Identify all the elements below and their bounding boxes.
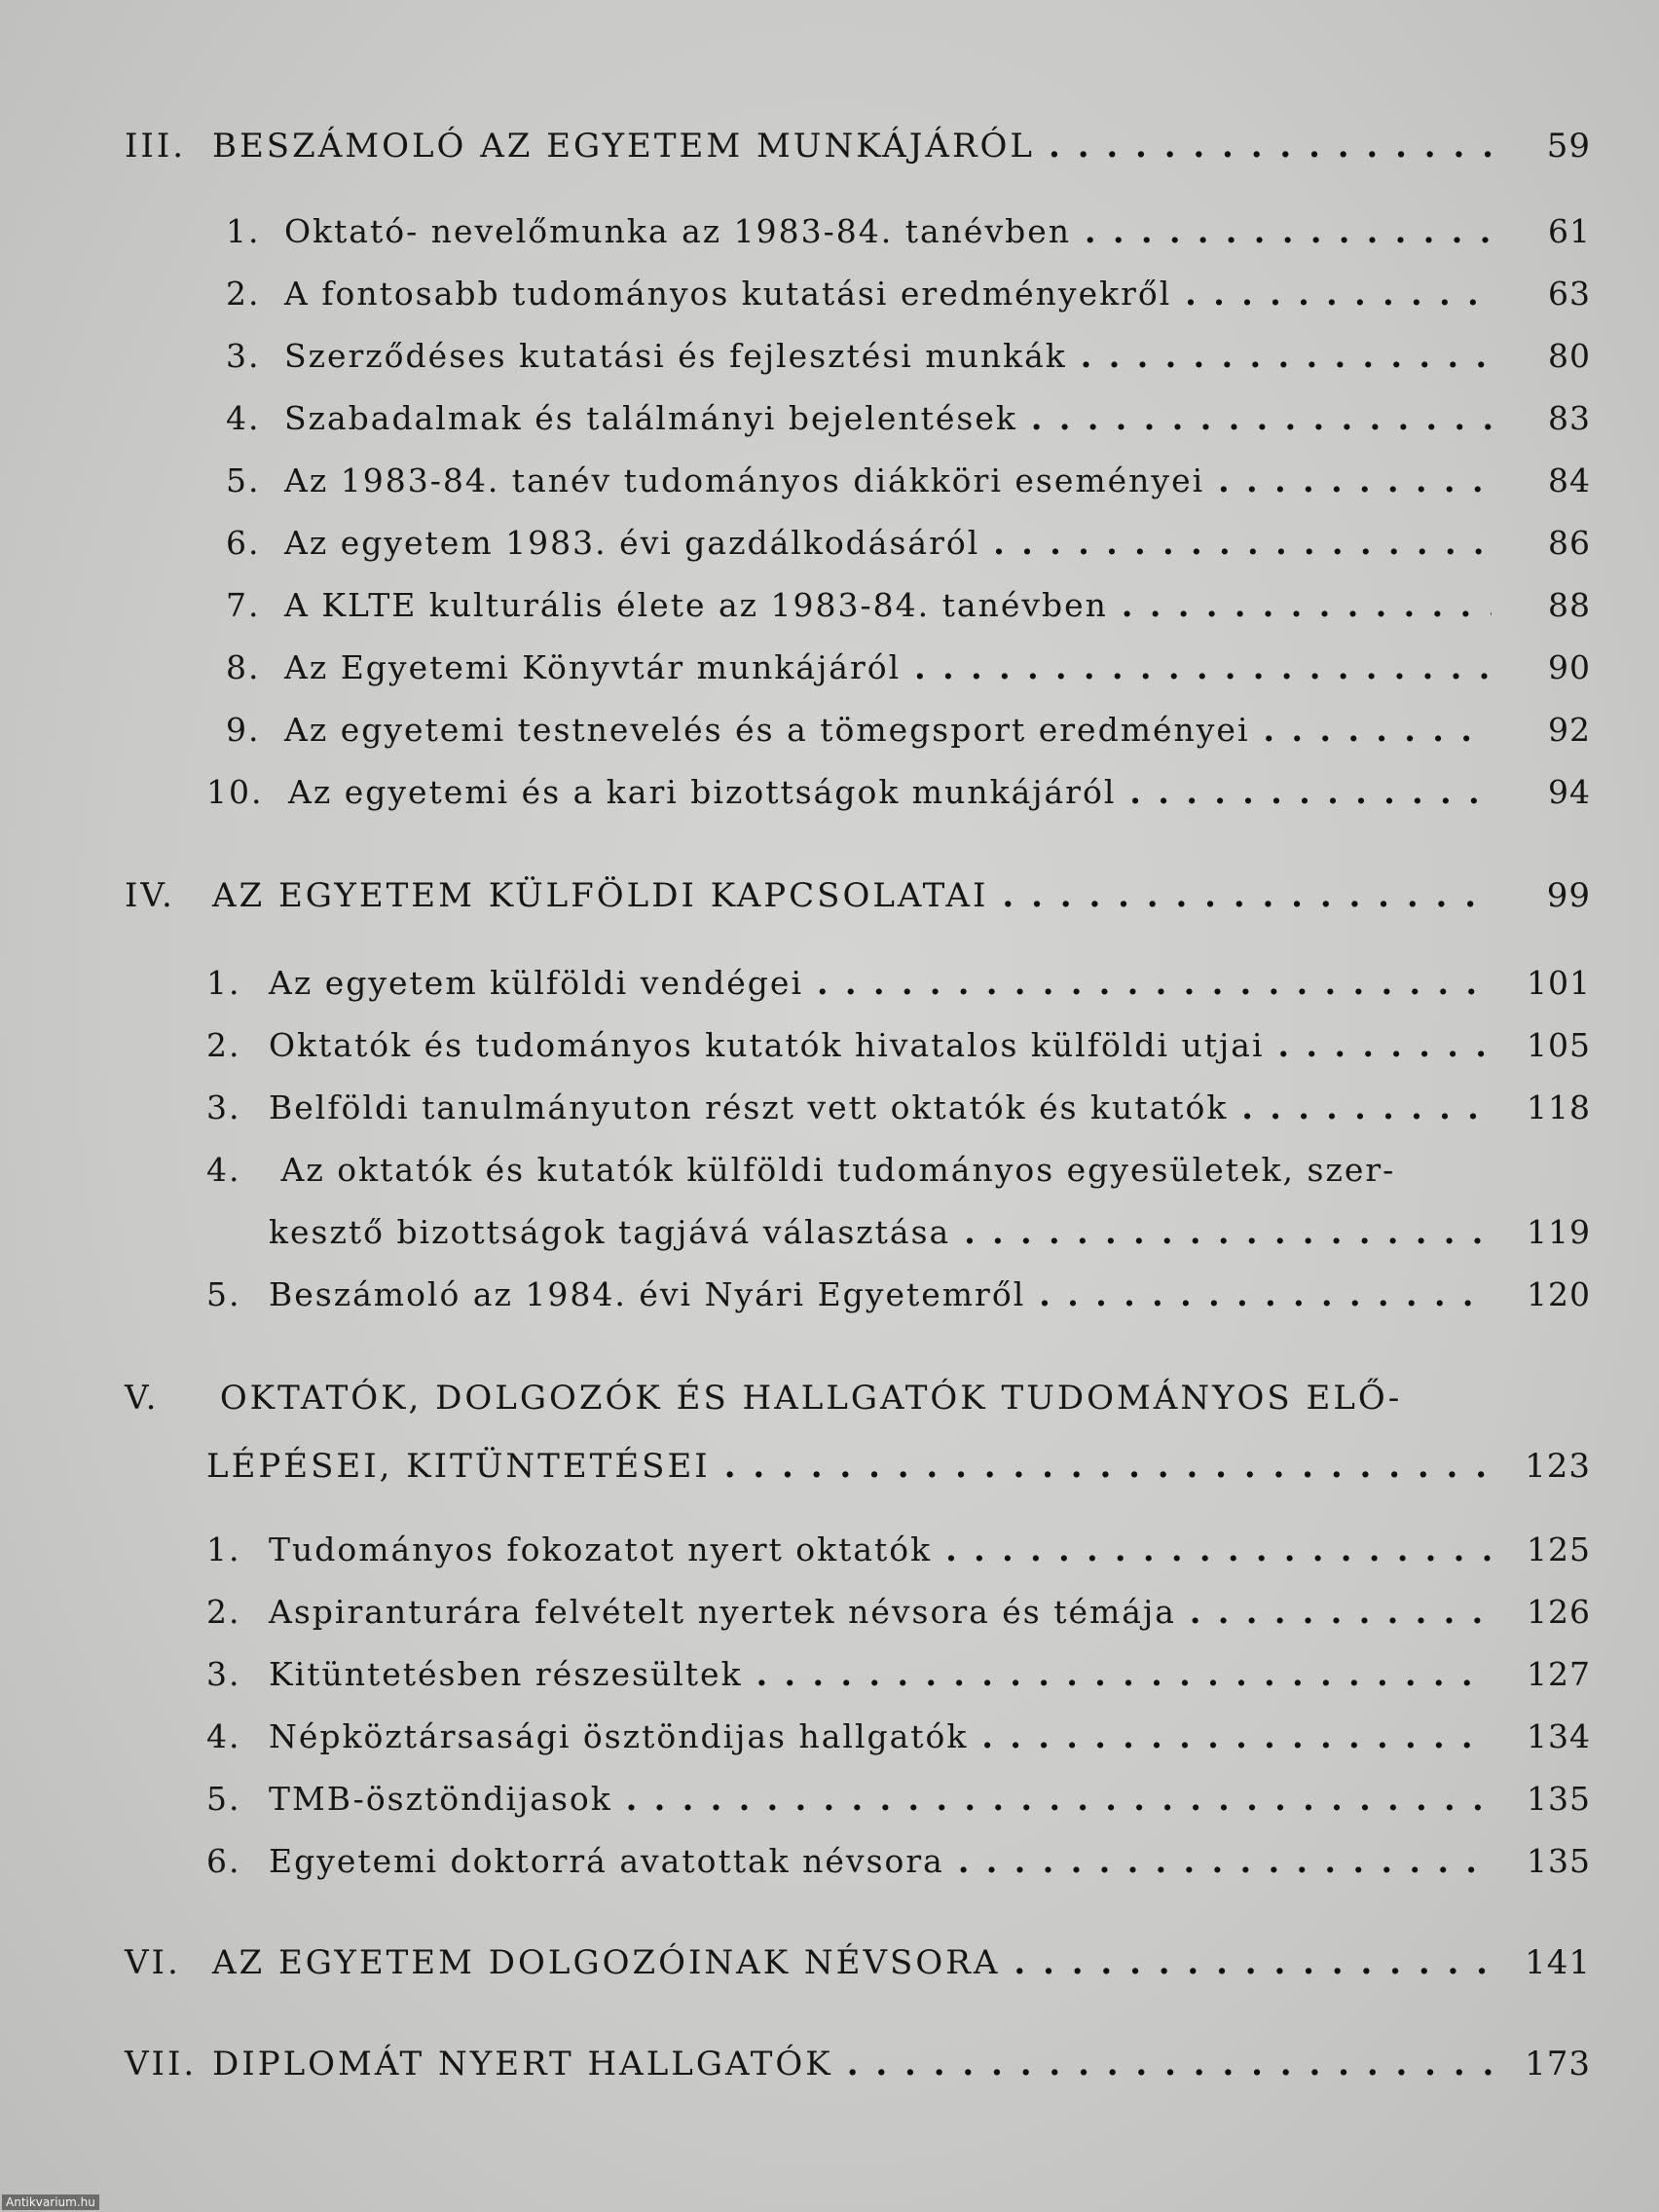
item-title: Az 1983-84. tanév tudományos diákköri eseményei (284, 461, 1205, 499)
page-number: 83 (1548, 399, 1591, 437)
item-title: Szabadalmak és találmányi bejelentések (284, 399, 1017, 437)
dot-leader (1002, 876, 1492, 915)
item-title: Oktatók és tudományos kutatók hivatalos külföldi utjai (269, 1026, 1265, 1064)
item-number: 7. (226, 586, 261, 624)
page-number: 105 (1527, 1026, 1591, 1064)
toc-section-VI[interactable] (125, 1943, 1591, 1982)
page-number: 135 (1527, 1842, 1591, 1880)
dot-leader (1014, 1943, 1492, 1982)
dot-leader (1218, 461, 1492, 499)
item-title: Aspiranturára felvételt nyertek névsora és témája (269, 1593, 1176, 1631)
page-number: 141 (1525, 1943, 1591, 1982)
dot-leader (1122, 586, 1492, 624)
page-number: 126 (1527, 1593, 1591, 1631)
item-number: 1. (206, 1530, 241, 1568)
page-number: 61 (1548, 212, 1591, 250)
dot-leader (964, 1213, 1492, 1251)
item-number: 5. (226, 461, 261, 499)
section-title: LÉPÉSEI, KITÜNTETÉSEI (206, 1447, 711, 1486)
dot-leader (1049, 127, 1492, 166)
toc-item[interactable] (226, 399, 1591, 437)
item-title: kesztő bizottságok tagjává választása (269, 1213, 951, 1251)
item-number: 2. (206, 1593, 241, 1631)
page-number: 101 (1527, 964, 1591, 1002)
section-number: VI. (125, 1943, 181, 1982)
item-number: 1. (226, 212, 261, 250)
toc-item[interactable] (206, 1275, 1591, 1313)
item-number: 3. (206, 1088, 241, 1126)
toc-section-V[interactable] (206, 1447, 1591, 1486)
toc-item[interactable] (206, 1842, 1591, 1880)
dot-leader (1085, 212, 1492, 250)
toc-item[interactable] (226, 337, 1591, 375)
toc-item[interactable] (206, 1026, 1591, 1064)
dot-leader (981, 1717, 1492, 1755)
item-number: 5. (206, 1780, 241, 1818)
dot-leader (1039, 1275, 1492, 1313)
item-number: 6. (206, 1842, 241, 1880)
page-number: 63 (1548, 275, 1591, 313)
item-number: 6. (226, 524, 261, 562)
toc-item[interactable] (206, 1717, 1591, 1755)
dot-leader (1278, 1026, 1492, 1064)
item-title: Az egyetemi testnevelés és a tömegsport eredményei (284, 711, 1250, 749)
toc-item[interactable] (269, 1213, 1591, 1251)
toc-section-IV[interactable] (125, 876, 1591, 915)
page-number: 123 (1525, 1447, 1591, 1486)
item-number: 2. (206, 1026, 241, 1064)
section-number: V. (125, 1379, 160, 1418)
page-number: 120 (1527, 1275, 1591, 1313)
item-number: 4. (206, 1717, 241, 1755)
section-number: VII. (125, 2045, 198, 2083)
dot-leader (1081, 337, 1492, 375)
item-title: Egyetemi doktorrá avatottak névsora (269, 1842, 944, 1880)
item-number: 10. (206, 773, 264, 811)
toc-section-III[interactable] (125, 127, 1591, 166)
dot-leader (1031, 399, 1492, 437)
toc-item[interactable] (226, 212, 1591, 250)
dot-leader (958, 1842, 1492, 1880)
page-number: 118 (1527, 1088, 1591, 1126)
dot-leader (1264, 711, 1492, 749)
toc-section-V-first-line[interactable] (125, 1379, 1402, 1418)
dot-leader (756, 1655, 1492, 1693)
item-title: Beszámoló az 1984. évi Nyári Egyetemről (269, 1275, 1026, 1313)
page-number: 86 (1548, 524, 1591, 562)
dot-leader (993, 524, 1492, 562)
dot-leader (847, 2045, 1492, 2083)
section-title-line1: OKTATÓK, DOLGOZÓK ÉS HALLGATÓK TUDOMÁNYOS ELŐ- (219, 1379, 1403, 1418)
toc-section-VII[interactable] (125, 2045, 1591, 2083)
toc-item[interactable] (206, 1655, 1591, 1693)
item-number: 1. (206, 964, 241, 1002)
page-number: 94 (1548, 773, 1591, 811)
item-title: A fontosabb tudományos kutatási eredményekről (284, 275, 1172, 313)
toc-item[interactable] (206, 1530, 1591, 1568)
toc-item[interactable] (226, 711, 1591, 749)
item-title: Népköztársasági ösztöndijas hallgatók (269, 1717, 969, 1755)
page-number: 135 (1527, 1780, 1591, 1818)
toc-item[interactable] (226, 461, 1591, 499)
dot-leader (817, 964, 1492, 1002)
dot-leader (626, 1780, 1492, 1818)
page-number: 90 (1548, 648, 1591, 686)
dot-leader (1129, 773, 1492, 811)
toc-item[interactable] (206, 964, 1591, 1002)
section-title: AZ EGYETEM DOLGOZÓINAK NÉVSORA (212, 1943, 1001, 1982)
item-title: TMB-ösztöndijasok (269, 1780, 612, 1818)
toc-item[interactable] (206, 1780, 1591, 1818)
toc-item[interactable] (206, 1088, 1591, 1126)
item-number: 3. (226, 337, 261, 375)
toc-item[interactable] (226, 648, 1591, 686)
dot-leader (724, 1447, 1492, 1486)
item-title: Az Egyetemi Könyvtár munkájáról (284, 648, 902, 686)
page-number: 80 (1548, 337, 1591, 375)
section-title: BESZÁMOLÓ AZ EGYETEM MUNKÁJÁRÓL (212, 127, 1036, 166)
toc-item-first-line[interactable] (206, 1151, 1395, 1189)
toc-item[interactable] (206, 773, 1591, 811)
section-number: III. (125, 127, 187, 166)
item-number: 9. (226, 711, 261, 749)
item-number: 4. (206, 1151, 241, 1189)
dot-leader (1241, 1088, 1492, 1126)
section-title: DIPLOMÁT NYERT HALLGATÓK (212, 2045, 833, 2083)
item-title: Szerződéses kutatási és fejlesztési munkák (284, 337, 1067, 375)
section-title: AZ EGYETEM KÜLFÖLDI KAPCSOLATAI (212, 876, 989, 915)
page-number: 173 (1525, 2045, 1591, 2083)
item-title: Az egyetemi és a kari bizottságok munkájáról (288, 773, 1117, 811)
page-number: 134 (1527, 1717, 1591, 1755)
item-title: Tudományos fokozatot nyert oktatók (269, 1530, 933, 1568)
page-number: 125 (1527, 1530, 1591, 1568)
dot-leader (1185, 275, 1492, 313)
page-number: 88 (1548, 586, 1591, 624)
page-number: 84 (1548, 461, 1591, 499)
item-title: Belföldi tanulmányuton részt vett oktatók és kutatók (269, 1088, 1229, 1126)
item-number: 8. (226, 648, 261, 686)
page-number: 127 (1527, 1655, 1591, 1693)
toc-item[interactable] (226, 586, 1591, 624)
dot-leader (1190, 1593, 1492, 1631)
item-number: 2. (226, 275, 261, 313)
dot-leader (945, 1530, 1492, 1568)
item-number: 4. (226, 399, 261, 437)
toc-item[interactable] (206, 1593, 1591, 1631)
item-number: 3. (206, 1655, 241, 1693)
page-number: 92 (1548, 711, 1591, 749)
item-title-line1: Az oktatók és kutatók külföldi tudományos egyesületek, szer- (280, 1151, 1396, 1189)
page-number: 99 (1546, 876, 1591, 915)
item-title: Az egyetem külföldi vendégei (269, 964, 804, 1002)
dot-leader (914, 648, 1492, 686)
item-number: 5. (206, 1275, 241, 1313)
page-number: 59 (1546, 127, 1591, 166)
section-number: IV. (125, 876, 175, 915)
page-number: 119 (1527, 1213, 1591, 1251)
item-title: Kitüntetésben részesültek (269, 1655, 743, 1693)
item-title: Az egyetem 1983. évi gazdálkodásáról (284, 524, 980, 562)
toc-item[interactable] (226, 524, 1591, 562)
watermark: Antikvarium.hu (2, 2194, 99, 2210)
item-title: A KLTE kulturális élete az 1983-84. tanévben (284, 586, 1108, 624)
item-title: Oktató- nevelőmunka az 1983-84. tanévben (284, 212, 1072, 250)
toc-item[interactable] (226, 275, 1591, 313)
